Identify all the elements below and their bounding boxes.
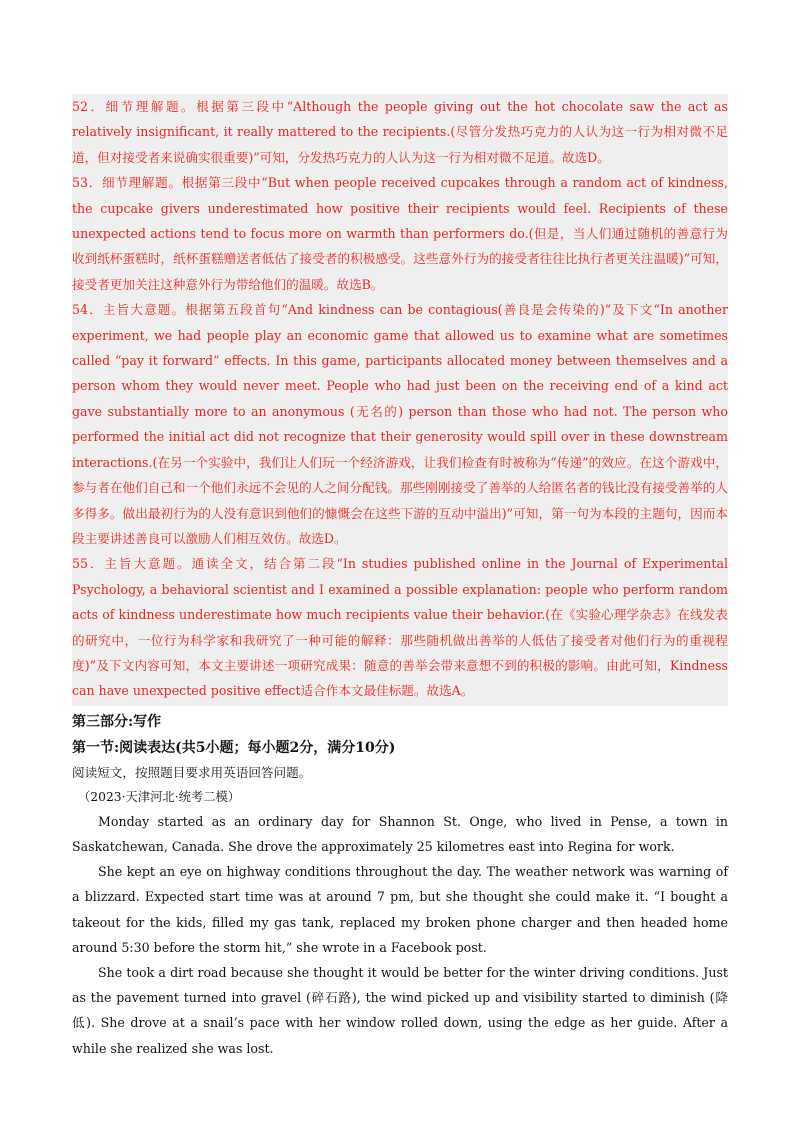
answer-explanations (72, 94, 728, 706)
answer-53: 53．细节理解题。根据第三段中“But when people received cupcakes through a random act of kindness, the cupcake givers underestimated how positive their recipients would feel. Recipients of these unexpected actions tend to focus more on warmth than performers do.(但是，当人们通过随机的善意行为收到纸杯蛋糕时，纸杯蛋糕赠送者低估了接受者的积极感受。这些意外行为的接受者往往比执行者更关注温暖)”可知，接受者更加关注这种意外行为带给他们的温暖。故选B。 (72, 175, 728, 292)
passage-paragraph: Monday started as an ordinary day for Shannon St. Onge, who lived in Pense, a town in Saskatchewan, Canada. She drove the approximately 25 kilometres east into Regina for work. (72, 813, 728, 854)
section-title: 第一节:阅读表达(共5小题；每小题2分，满分10分) (72, 739, 396, 756)
source-note: （2023·天津河北·统考二模） (78, 789, 241, 804)
passage (72, 809, 728, 1061)
answer-52: 52．细节理解题。根据第三段中“Although the people giving out the hot chocolate saw the act as relatively insignificant, it really mattered to the recipients.(尽管分发热巧克力的人认为这一行为相对微不足道，但对接受者来说确实很重要)”可知，分发热巧克力的人认为这一行为相对微不足道。故选D。 (72, 99, 728, 165)
passage-paragraph: She took a dirt road because she thought it would be better for the winter driving conditions. Just as the pavement turned into gravel (碎石路), the wind picked up and visibility started to diminish (降低). She drove at a snail’s pace with her window rolled down, using the edge as her guide. After a while she realized she was lost. (72, 964, 728, 1056)
answer-54: 54．主旨大意题。根据第五段首句“And kindness can be contagious(善良是会传染的)”及下文“In another experiment, we had people play an economic game that allowed us to examine what are sometimes called “pay it forward” effects. In this game, participants allocated money between themselves and a person whom they would never meet. People who had just been on the receiving end of a kind act gave substantially more to an anonymous (无名的) person than those who had not. The person who performed the initial act did not recognize that their generosity would spill over in these downstream interactions.(在另一个实验中，我们让人们玩一个经济游戏，让我们检查有时被称为“传递”的效应。在这个游戏中，参与者在他们自己和一个他们永远不会见的人之间分配钱。那些刚刚接受了善举的人给匿名者的钱比没有接受善举的人多得多。做出最初行为的人没有意识到他们的慷慨会在这些下游的互动中溢出)”可知，第一句为本段的主题句，因而本段主要讲述善良可以激励人们相互效仿。故选D。 (72, 302, 728, 546)
part-title: 第三部分:写作 (72, 713, 162, 730)
passage-paragraph: She kept an eye on highway conditions throughout the day. The weather network was warning of a blizzard. Expected start time was at around 7 pm, but she thought she could make it. “I bought a takeout for the kids, filled my gas tank, replaced my broken phone charger and then headed home around 5:30 before the storm hit,” she wrote in a Facebook post. (72, 864, 728, 955)
instruction: 阅读短文，按照题目要求用英语回答问题。 (72, 764, 312, 780)
answer-55: 55．主旨大意题。通读全文，结合第二段“In studies published online in the Journal of Experimental Psychology, a behavioral scientist and I examined a possible explanation: people who perform random acts of kindness underestimate how much recipients value their behavior.(在《实验心理学杂志》在线发表的研究中，一位行为科学家和我研究了一种可能的解释：那些随机做出善举的人低估了接受者对他们行为的重视程度)”及下文内容可知，本文主要讲述一项研究成果：随意的善举会带来意想不到的积极的影响。由此可知，Kindness can have unexpected positive effect适合作本文最佳标题。故选A。 (72, 556, 728, 699)
